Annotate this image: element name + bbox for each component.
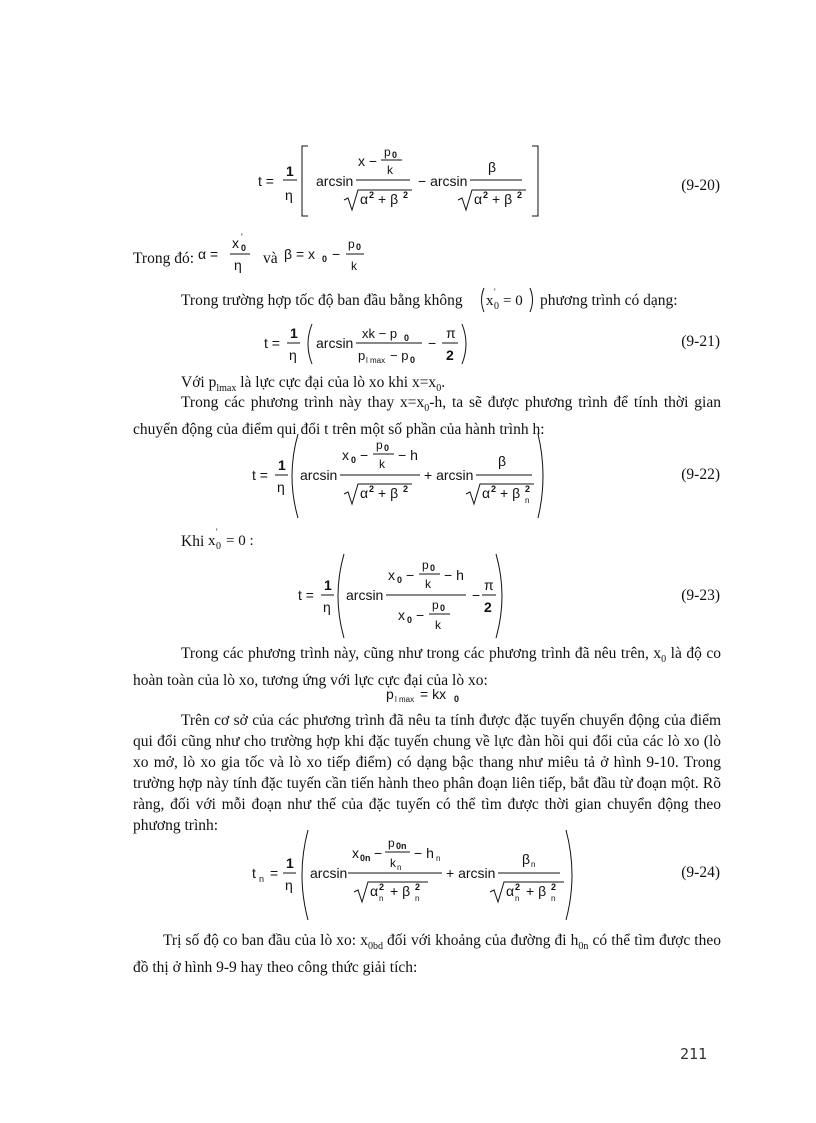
svg-text:η: η <box>285 187 293 203</box>
svg-text:0: 0 <box>384 443 390 453</box>
equation-9-20 <box>250 138 550 224</box>
svg-text:2: 2 <box>369 190 375 200</box>
svg-text:η: η <box>323 599 331 615</box>
svg-text:0n: 0n <box>396 841 407 851</box>
svg-text:2: 2 <box>369 484 375 494</box>
svg-text:α =: α = <box>198 246 219 262</box>
svg-text:x: x <box>352 845 359 861</box>
svg-text:η: η <box>277 479 285 495</box>
svg-text:1: 1 <box>290 325 298 341</box>
equation-number: (9-23) <box>681 587 720 604</box>
svg-text:2: 2 <box>551 882 557 892</box>
svg-text:p: p <box>358 348 366 363</box>
svg-text:t =: t = <box>298 587 314 603</box>
svg-text:arcsin: arcsin <box>316 173 354 189</box>
svg-text:1: 1 <box>278 457 286 473</box>
svg-text:= 0 :: = 0 : <box>226 533 254 549</box>
svg-text:−: − <box>428 335 437 351</box>
svg-text:t: t <box>252 865 256 881</box>
t: . <box>441 374 446 391</box>
svg-text:l max: l max <box>395 695 415 704</box>
svg-text:1: 1 <box>286 855 294 871</box>
svg-text:1: 1 <box>286 163 294 179</box>
svg-text:− h: − h <box>414 845 434 861</box>
svg-text:p: p <box>388 836 395 850</box>
svg-text:− h: − h <box>398 447 418 463</box>
svg-text:π: π <box>484 577 494 593</box>
svg-text:α: α <box>360 191 369 207</box>
svg-text:+ β: + β <box>492 191 513 207</box>
svg-text:α: α <box>506 883 515 899</box>
svg-text:2: 2 <box>525 484 531 494</box>
khi-condition <box>206 526 276 554</box>
svg-text:+ arcsin: + arcsin <box>446 865 496 881</box>
svg-text:0: 0 <box>356 242 362 252</box>
svg-text:−: − <box>360 447 369 463</box>
svg-text:t =: t = <box>252 467 268 483</box>
svg-text:n: n <box>551 894 556 903</box>
equation-9-24 <box>250 828 580 924</box>
svg-text:η: η <box>234 257 242 273</box>
svg-text:2: 2 <box>446 347 454 363</box>
svg-text:p: p <box>376 438 383 452</box>
t: 0n <box>578 941 589 953</box>
svg-text:+ β: + β <box>526 883 547 899</box>
svg-text:x: x <box>388 567 395 583</box>
svg-text:0: 0 <box>454 694 460 704</box>
va-label: và <box>260 248 281 269</box>
svg-text:−: − <box>416 607 425 623</box>
svg-text:t =: t = <box>258 173 274 189</box>
max-force-formula <box>384 684 484 706</box>
svg-text:π: π <box>446 325 456 341</box>
svg-text:2: 2 <box>484 599 492 615</box>
t: Trong các phương trình này, cũng như trong các phương trình đã nêu trên, x <box>181 645 662 662</box>
equation-number: (9-20) <box>681 177 720 194</box>
svg-text:x: x <box>232 235 239 251</box>
svg-text:p: p <box>422 558 429 572</box>
svg-text:= kx: = kx <box>420 686 447 702</box>
svg-text:0: 0 <box>351 455 357 465</box>
svg-text:2: 2 <box>517 190 523 200</box>
page-number: 211 <box>680 1045 708 1063</box>
svg-text:t =: t = <box>264 335 280 351</box>
t: đối với khoảng của đường đi h <box>382 932 579 949</box>
svg-text:− arcsin: − arcsin <box>418 173 468 189</box>
svg-text:arcsin: arcsin <box>300 467 338 483</box>
svg-text:−: − <box>406 567 415 583</box>
svg-text:α: α <box>474 191 483 207</box>
svg-text:α: α <box>370 883 379 899</box>
svg-text:arcsin: arcsin <box>316 335 354 351</box>
svg-text:0: 0 <box>241 243 247 253</box>
equation-number: (9-24) <box>681 864 720 881</box>
svg-text:arcsin: arcsin <box>346 587 384 603</box>
svg-text:2: 2 <box>403 190 409 200</box>
svg-text:k: k <box>351 259 357 273</box>
svg-text:=: = <box>270 865 279 881</box>
svg-text:0: 0 <box>430 563 436 573</box>
svg-text:0: 0 <box>494 301 499 312</box>
svg-text:x −: x − <box>358 153 378 169</box>
svg-text:x: x <box>486 293 494 309</box>
svg-text:η: η <box>289 347 297 363</box>
t: lmax <box>216 383 237 395</box>
svg-text:k: k <box>390 856 396 870</box>
svg-text:0: 0 <box>410 355 416 365</box>
t: 0bd <box>367 941 383 953</box>
svg-text:n: n <box>379 894 384 903</box>
svg-text:n: n <box>515 894 520 903</box>
svg-text:+ arcsin: + arcsin <box>424 467 474 483</box>
paragraph-5 <box>133 710 721 836</box>
equation-number: (9-22) <box>681 466 720 483</box>
t: Trong các phương trình này thay x=x <box>181 394 425 411</box>
svg-text:β: β <box>522 851 531 867</box>
svg-text:p: p <box>348 237 355 251</box>
definition-formulas <box>198 232 368 276</box>
khi-label: Khi <box>181 533 205 550</box>
initial-velocity-zero <box>478 286 538 314</box>
svg-text:+ β: + β <box>378 485 399 501</box>
svg-text:+ β: + β <box>378 191 399 207</box>
svg-text:2: 2 <box>483 190 489 200</box>
svg-text:−: − <box>374 845 383 861</box>
svg-text:n: n <box>436 854 441 863</box>
t: có thể tìm được theo đồ thị ở hình 9-9 hay theo công thức giải tích: <box>133 932 721 977</box>
svg-text:1: 1 <box>324 577 332 593</box>
svg-text:0: 0 <box>397 575 403 585</box>
svg-text:2: 2 <box>415 882 421 892</box>
svg-text:= 0: = 0 <box>503 293 523 309</box>
svg-text:2: 2 <box>403 484 409 494</box>
paragraph-1-end: phương trình có dạng: <box>540 292 678 309</box>
svg-text:n: n <box>531 860 536 869</box>
svg-text:k: k <box>387 163 393 177</box>
svg-text:k: k <box>435 618 441 632</box>
svg-text:η: η <box>285 877 293 893</box>
svg-text:x: x <box>398 607 405 623</box>
svg-text:': ' <box>216 527 218 537</box>
svg-text:': ' <box>494 287 496 297</box>
t: 0 <box>436 383 442 395</box>
svg-text:2: 2 <box>491 484 497 494</box>
equation-9-21 <box>262 320 472 370</box>
svg-text:−: − <box>332 246 341 262</box>
svg-text:k: k <box>379 457 385 471</box>
svg-text:xk − p: xk − p <box>362 326 398 341</box>
svg-text:p: p <box>384 145 391 159</box>
svg-text:α: α <box>482 485 491 501</box>
svg-text:2: 2 <box>515 882 521 892</box>
svg-text:+ β: + β <box>500 485 521 501</box>
svg-text:β = x: β = x <box>284 246 316 262</box>
equation-9-22 <box>250 432 550 522</box>
svg-text:n: n <box>415 894 420 903</box>
t: 0 <box>424 403 430 415</box>
svg-text:p: p <box>386 686 394 702</box>
svg-text:0: 0 <box>392 150 398 160</box>
t: là độ co hoàn toàn của lò xo, tương ứng với lực cực đại của lò xo: <box>133 645 721 690</box>
t: 0 <box>661 654 667 666</box>
svg-text:n: n <box>525 496 530 505</box>
svg-text:0: 0 <box>407 615 413 625</box>
t: Trị số độ co ban đầu của lò xo: x <box>163 932 368 949</box>
svg-text:0: 0 <box>322 254 328 264</box>
t: là lực cực đại của lò xo khi x=x <box>236 374 437 391</box>
svg-text:l max: l max <box>366 356 386 365</box>
svg-text:0n: 0n <box>360 853 371 863</box>
svg-text:0: 0 <box>404 333 410 343</box>
trong-do-label: Trong đó: <box>133 250 195 267</box>
equation-number: (9-21) <box>681 333 720 350</box>
t: -h, ta sẽ được phương trình để tính thời gian chuyển động của điểm qui đổi t trên một số phần của hành trình h: <box>133 394 721 439</box>
paragraph-6 <box>133 930 721 978</box>
paragraph-5-text: Trên cơ sở của các phương trình đã nêu ta tính được đặc tuyến chuyển động của điểm qui đổi cũng như cho trường hợp khi đặc tuyến chung về lực đàn hồi qui đổi của các lò xo (lò xo mở, lò xo gia tốc và lò xo tiếp điểm) có dạng bậc thang như miêu tả ở hình 9-10. Trong trường hợp này tính đặc tuyến cần tiến hành theo phân đoạn liên tiếp, bắt đầu từ đoạn một. Rõ ràng, đối với mỗi đoạn như thế của đặc tuyến có thể tìm được thời gian chuyển động theo phương trình: <box>133 712 721 834</box>
t: Với p <box>181 374 217 391</box>
svg-text:β: β <box>488 159 497 175</box>
svg-text:x: x <box>208 533 216 549</box>
svg-text:0: 0 <box>440 603 446 613</box>
svg-text:−: − <box>472 587 481 603</box>
svg-text:+ β: + β <box>390 883 411 899</box>
svg-text:n: n <box>397 863 402 872</box>
svg-text:k: k <box>425 577 431 591</box>
svg-text:α: α <box>360 485 369 501</box>
svg-text:n: n <box>259 874 265 884</box>
svg-text:− h: − h <box>444 567 464 583</box>
svg-text:arcsin: arcsin <box>310 865 348 881</box>
svg-text:0: 0 <box>216 541 221 552</box>
svg-text:x: x <box>342 447 349 463</box>
paragraph-1-text: Trong trường hợp tốc độ ban đầu bằng không <box>181 292 463 309</box>
svg-text:β: β <box>498 453 507 469</box>
equation-9-23 <box>296 552 506 642</box>
svg-text:p: p <box>432 598 439 612</box>
svg-text:': ' <box>241 232 243 242</box>
svg-text:2: 2 <box>379 882 385 892</box>
svg-text:− p: − p <box>390 348 409 363</box>
